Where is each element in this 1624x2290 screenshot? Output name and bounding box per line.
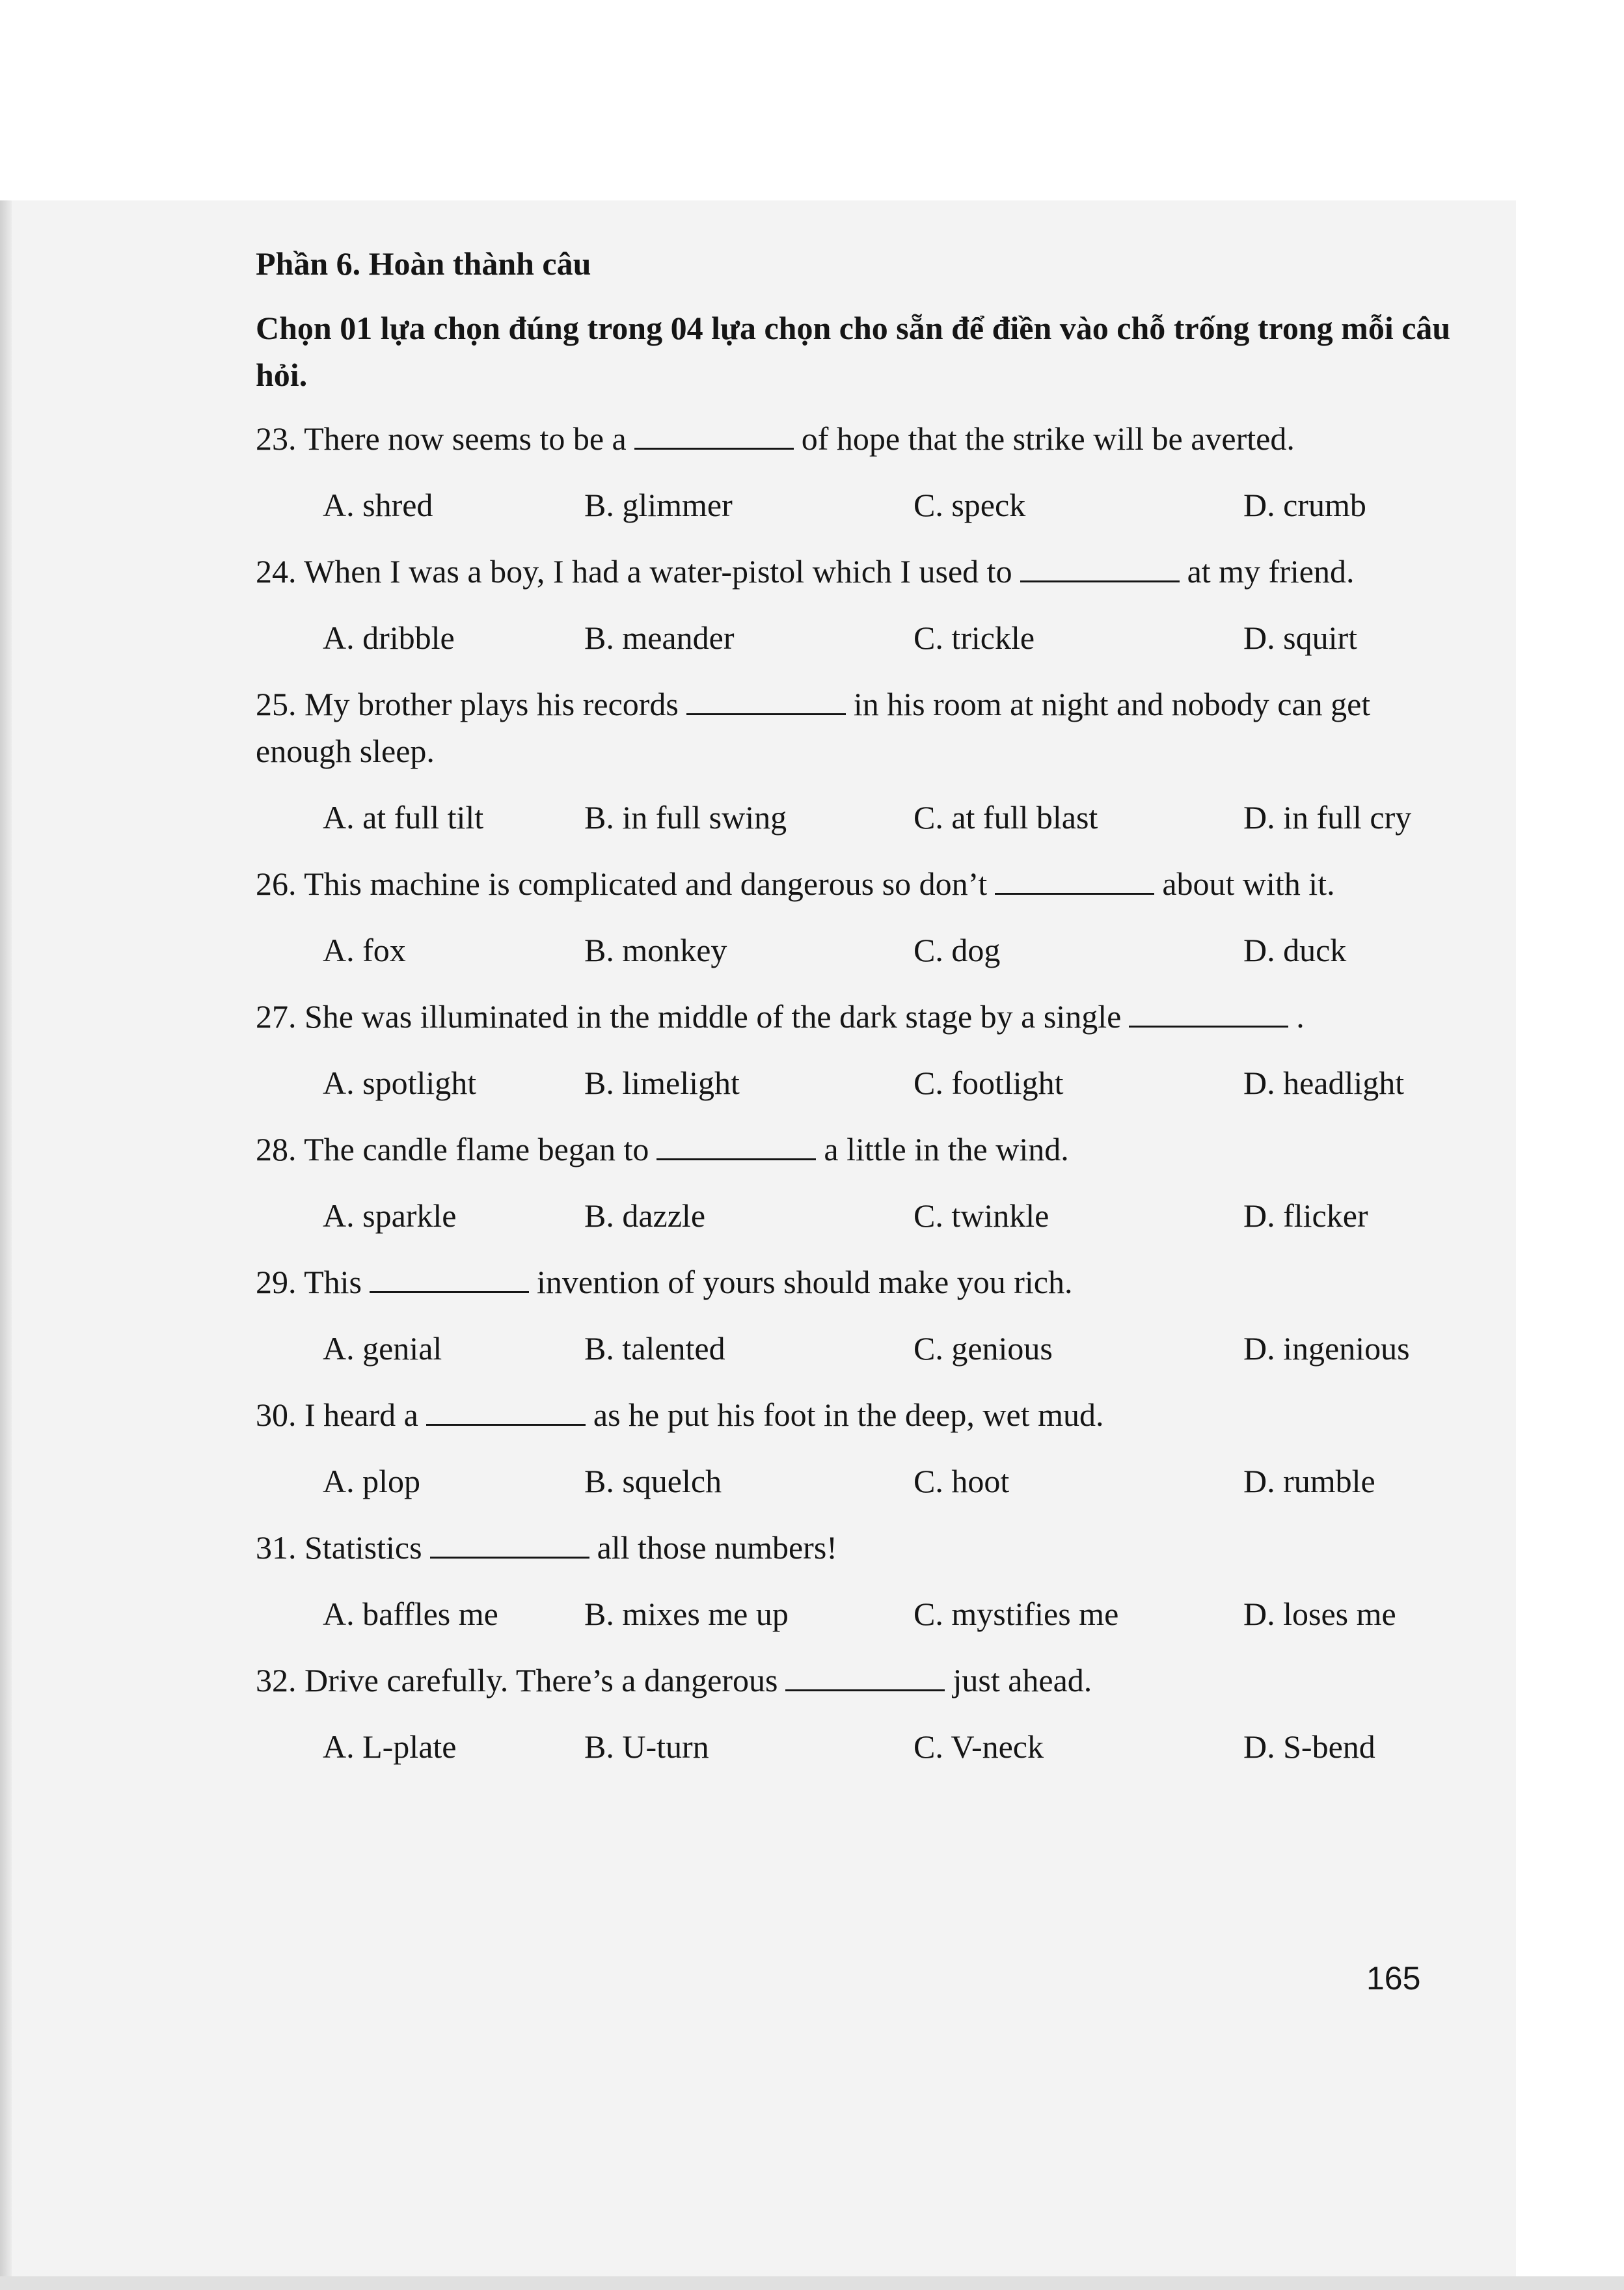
question-stem-after: invention of yours should make you rich. bbox=[537, 1264, 1073, 1300]
question-item bbox=[256, 1657, 1453, 1770]
answer-options bbox=[256, 794, 1453, 841]
question-text bbox=[256, 1524, 1453, 1571]
answer-option[interactable]: A. sparkle bbox=[323, 1197, 457, 1234]
answer-options bbox=[256, 1325, 1453, 1372]
question-text bbox=[256, 860, 1453, 907]
page-number: 165 bbox=[1366, 1960, 1421, 1997]
question-stem-before: 29. This bbox=[256, 1264, 362, 1300]
answer-options bbox=[256, 1059, 1453, 1106]
question-text bbox=[256, 681, 1453, 774]
answer-option[interactable]: C. footlight bbox=[914, 1065, 1064, 1101]
answer-option[interactable]: B. limelight bbox=[584, 1065, 740, 1101]
answer-option[interactable]: C. trickle bbox=[914, 620, 1035, 656]
answer-option[interactable]: C. twinkle bbox=[914, 1197, 1049, 1234]
answer-option[interactable]: C. genious bbox=[914, 1330, 1053, 1367]
answer-option[interactable]: C. at full blast bbox=[914, 799, 1098, 836]
question-stem-before: 27. She was illuminated in the middle of the dark stage by a single bbox=[256, 998, 1122, 1035]
answer-option[interactable]: C. mystifies me bbox=[914, 1596, 1119, 1632]
answer-option[interactable]: D. crumb bbox=[1243, 487, 1366, 523]
answer-option[interactable]: D. rumble bbox=[1243, 1463, 1375, 1499]
question-stem-after: about with it. bbox=[1162, 866, 1335, 902]
answer-options bbox=[256, 1192, 1453, 1239]
answer-option[interactable]: B. glimmer bbox=[584, 487, 733, 523]
question-stem-before: 31. Statistics bbox=[256, 1529, 422, 1566]
question-text bbox=[256, 1259, 1453, 1305]
question-item bbox=[256, 548, 1453, 661]
question-item bbox=[256, 1524, 1453, 1637]
question-stem-after: all those numbers! bbox=[597, 1529, 837, 1566]
answer-option[interactable]: D. duck bbox=[1243, 932, 1347, 968]
question-stem-before: 24. When I was a boy, I had a water-pistol which I used to bbox=[256, 553, 1012, 590]
question-text bbox=[256, 1391, 1453, 1438]
question-text bbox=[256, 415, 1453, 462]
question-stem-after: as he put his foot in the deep, wet mud. bbox=[593, 1397, 1104, 1433]
question-item bbox=[256, 415, 1453, 528]
answer-option[interactable]: B. talented bbox=[584, 1330, 725, 1367]
answer-option[interactable]: B. monkey bbox=[584, 932, 727, 968]
question-item bbox=[256, 681, 1453, 841]
question-stem-before: 30. I heard a bbox=[256, 1397, 418, 1433]
answer-options bbox=[256, 1590, 1453, 1637]
answer-blank[interactable] bbox=[656, 1130, 816, 1160]
answer-blank[interactable] bbox=[426, 1395, 586, 1426]
question-stem-after: in his room at night and nobody can get enough sleep. bbox=[256, 686, 1371, 769]
answer-option[interactable]: A. plop bbox=[323, 1463, 420, 1499]
answer-blank[interactable] bbox=[686, 685, 846, 715]
answer-option[interactable]: A. L-plate bbox=[323, 1728, 457, 1765]
answer-option[interactable]: A. at full tilt bbox=[323, 799, 484, 836]
answer-blank[interactable] bbox=[430, 1528, 589, 1559]
question-stem-after: . bbox=[1296, 998, 1305, 1035]
answer-option[interactable]: A. fox bbox=[323, 932, 406, 968]
answer-blank[interactable] bbox=[634, 419, 794, 450]
answer-option[interactable]: A. shred bbox=[323, 487, 433, 523]
answer-blank[interactable] bbox=[1129, 997, 1288, 1028]
instruction-text: Chọn 01 lựa chọn đúng trong 04 lựa chọn cho sẵn để điền vào chỗ trống trong mỗi câu hỏi. bbox=[256, 310, 1451, 393]
question-stem-before: 28. The candle flame began to bbox=[256, 1131, 649, 1167]
question-list bbox=[256, 415, 1453, 1770]
answer-blank[interactable] bbox=[370, 1262, 529, 1293]
answer-option[interactable]: C. V-neck bbox=[914, 1728, 1044, 1765]
answer-option[interactable]: D. headlight bbox=[1243, 1065, 1405, 1101]
question-stem-before: 25. My brother plays his records bbox=[256, 686, 679, 722]
question-stem-before: 32. Drive carefully. There’s a dangerous bbox=[256, 1662, 778, 1698]
answer-option[interactable]: B. dazzle bbox=[584, 1197, 706, 1234]
answer-options bbox=[256, 614, 1453, 661]
question-item bbox=[256, 1391, 1453, 1505]
answer-option[interactable]: A. baffles me bbox=[323, 1596, 498, 1632]
scan-left-edge bbox=[0, 200, 12, 2290]
answer-options bbox=[256, 482, 1453, 528]
question-stem-after: of hope that the strike will be averted. bbox=[801, 420, 1295, 457]
answer-option[interactable]: A. dribble bbox=[323, 620, 455, 656]
answer-option[interactable]: B. in full swing bbox=[584, 799, 787, 836]
question-text bbox=[256, 548, 1453, 595]
answer-option[interactable]: B. mixes me up bbox=[584, 1596, 789, 1632]
section-title: Phần 6. Hoàn thành câu bbox=[256, 245, 591, 282]
answer-option[interactable]: B. U-turn bbox=[584, 1728, 709, 1765]
answer-option[interactable]: B. squelch bbox=[584, 1463, 722, 1499]
answer-blank[interactable] bbox=[785, 1661, 945, 1691]
answer-option[interactable]: B. meander bbox=[584, 620, 735, 656]
question-stem-after: just ahead. bbox=[953, 1662, 1092, 1698]
answer-option[interactable]: D. squirt bbox=[1243, 620, 1357, 656]
scan-bottom-edge bbox=[0, 2276, 1624, 2290]
question-item bbox=[256, 1259, 1453, 1372]
answer-option[interactable]: D. flicker bbox=[1243, 1197, 1368, 1234]
question-stem-after: at my friend. bbox=[1187, 553, 1355, 590]
question-text bbox=[256, 993, 1453, 1040]
answer-option[interactable]: D. ingenious bbox=[1243, 1330, 1410, 1367]
question-stem-before: 26. This machine is complicated and dangerous so don’t bbox=[256, 866, 988, 902]
question-item bbox=[256, 993, 1453, 1106]
question-stem-after: a little in the wind. bbox=[824, 1131, 1069, 1167]
answer-option[interactable]: D. S-bend bbox=[1243, 1728, 1375, 1765]
answer-blank[interactable] bbox=[1020, 552, 1180, 582]
question-stem-before: 23. There now seems to be a bbox=[256, 420, 627, 457]
answer-option[interactable]: C. speck bbox=[914, 487, 1026, 523]
answer-options bbox=[256, 1723, 1453, 1770]
question-item bbox=[256, 860, 1453, 974]
answer-option[interactable]: D. loses me bbox=[1243, 1596, 1396, 1632]
answer-option[interactable]: C. hoot bbox=[914, 1463, 1010, 1499]
answer-option[interactable]: D. in full cry bbox=[1243, 799, 1412, 836]
question-item bbox=[256, 1126, 1453, 1239]
answer-option[interactable]: A. genial bbox=[323, 1330, 442, 1367]
answer-options bbox=[256, 927, 1453, 974]
answer-options bbox=[256, 1458, 1453, 1505]
question-text bbox=[256, 1126, 1453, 1173]
page-content bbox=[256, 241, 1453, 1790]
answer-option[interactable]: A. spotlight bbox=[323, 1065, 477, 1101]
answer-blank[interactable] bbox=[995, 864, 1154, 895]
answer-option[interactable]: C. dog bbox=[914, 932, 1001, 968]
question-text bbox=[256, 1657, 1453, 1704]
